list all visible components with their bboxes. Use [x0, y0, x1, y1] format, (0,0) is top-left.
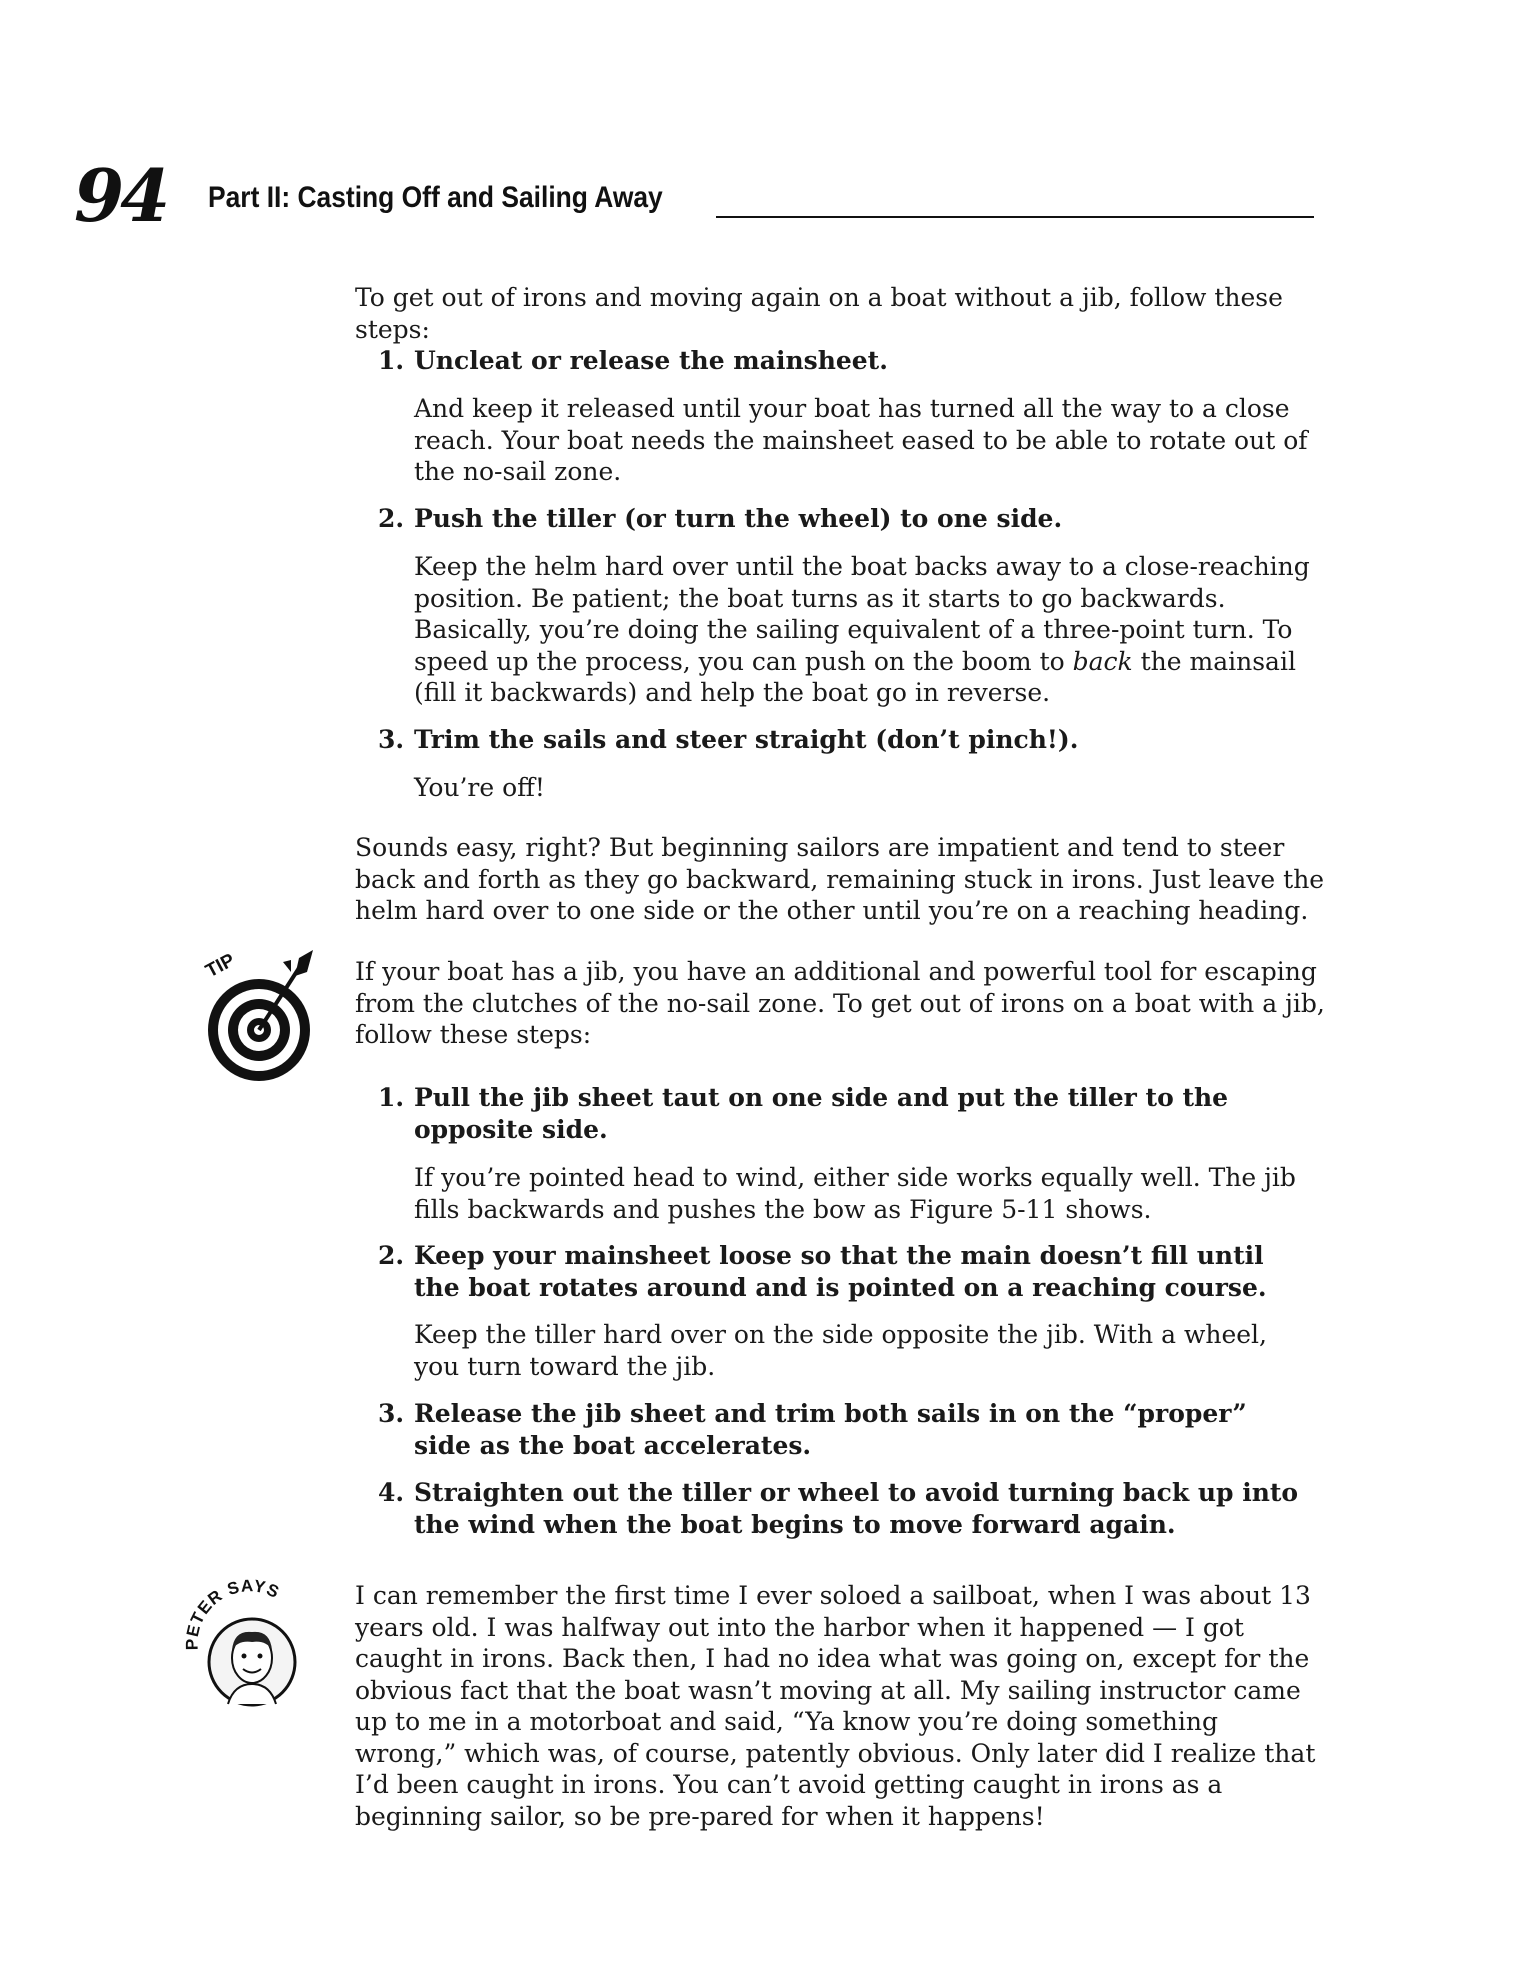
- step-number: 4.: [378, 1478, 405, 1507]
- header-rule: [716, 216, 1314, 218]
- jib-step-2-title: [378, 1240, 1318, 1303]
- step-3-body: You’re off!: [414, 773, 545, 802]
- tip-target-icon: [195, 928, 320, 1083]
- step-title-text: Straighten out the tiller or wheel to avoid turning back up into the wind when the boat begins to move forward again.: [414, 1478, 1299, 1539]
- jib-step-4-title: [378, 1477, 1318, 1540]
- step-number: 2.: [378, 1241, 405, 1270]
- tip-label: TIP: [202, 949, 239, 983]
- jib-step-2-body: Keep the tiller hard over on the side opposite the jib. With a wheel, you turn toward the jib.: [414, 1320, 1267, 1381]
- step-2-body-italic: back: [1072, 646, 1133, 676]
- step-number: 3.: [378, 725, 405, 754]
- jib-step-1-body: If you’re pointed head to wind, either side works equally well. The jib fills backwards and pushes the bow as Figure 5-11 shows.: [414, 1163, 1296, 1224]
- step-1-title: [378, 345, 1318, 377]
- after-steps-paragraph: Sounds easy, right? But beginning sailors are impatient and tend to steer back and forth as they go backward, remaining stuck in irons. Just leave the helm hard over to one side or the other until you’re on a reaching heading.: [355, 833, 1325, 925]
- running-head-title: Part II: Casting Off and Sailing Away: [208, 181, 663, 214]
- step-2-title: [378, 503, 1318, 535]
- page-number: 94: [74, 153, 167, 238]
- tip-paragraph: If your boat has a jib, you have an additional and powerful tool for escaping from the clutches of the no-sail zone. To get out of irons on a boat with a jib, follow these steps:: [355, 957, 1325, 1049]
- step-number: 3.: [378, 1399, 405, 1428]
- peter-says-avatar-icon: [178, 1572, 318, 1712]
- step-2-body-end: the mainsail (fill it backwards) and help the boat go in reverse.: [414, 646, 1296, 707]
- step-title-text: Uncleat or release the mainsheet.: [414, 346, 888, 375]
- step-number: 2.: [378, 504, 405, 533]
- step-title-text: Push the tiller (or turn the wheel) to one side.: [414, 504, 1063, 533]
- jib-step-1-title: [378, 1082, 1318, 1145]
- step-title-text: Trim the sails and steer straight (don’t pinch!).: [414, 725, 1079, 754]
- jib-step-3-title: [378, 1398, 1318, 1461]
- step-number: 1.: [378, 346, 405, 375]
- step-number: 1.: [378, 1083, 405, 1112]
- step-title-text: Pull the jib sheet taut on one side and put the tiller to the opposite side.: [414, 1083, 1229, 1144]
- step-title-text: Release the jib sheet and trim both sails in on the “proper” side as the boat accelerates.: [414, 1399, 1247, 1460]
- step-1-body: And keep it released until your boat has turned all the way to a close reach. Your boat needs the mainsheet eased to be able to rotate out of the no-sail zone.: [414, 394, 1308, 486]
- step-title-text: Keep your mainsheet loose so that the main doesn’t fill until the boat rotates around and is pointed on a reaching course.: [414, 1241, 1267, 1302]
- step-2-body-start: Keep the helm hard over until the boat backs away to a close-reaching position. Be patient; the boat turns as it starts to go backwards. Basically, you’re doing the sailing equivalent of a three-point turn. To speed up the process, you can push on the boom to: [414, 552, 1310, 676]
- step-2-body: [414, 551, 1319, 709]
- intro-paragraph: To get out of irons and moving again on a boat without a jib, follow these steps:: [355, 283, 1283, 344]
- peter-says-paragraph: I can remember the first time I ever soloed a sailboat, when I was about 13 years old. I was halfway out into the harbor when it happened — I got caught in irons. Back then, I had no idea what was going on, except for the obvious fact that the boat wasn’t moving at all. My sailing instructor came up to me in a motorboat and said, “Ya know you’re doing something wrong,” which was, of course, patently obvious. Only later did I realize that I’d been caught in irons. You can’t avoid getting caught in irons as a beginning sailor, so be pre-pared for when it happens!: [355, 1581, 1316, 1831]
- step-3-title: [378, 724, 1318, 756]
- peter-says-label: PETER SAYS: [182, 1576, 283, 1651]
